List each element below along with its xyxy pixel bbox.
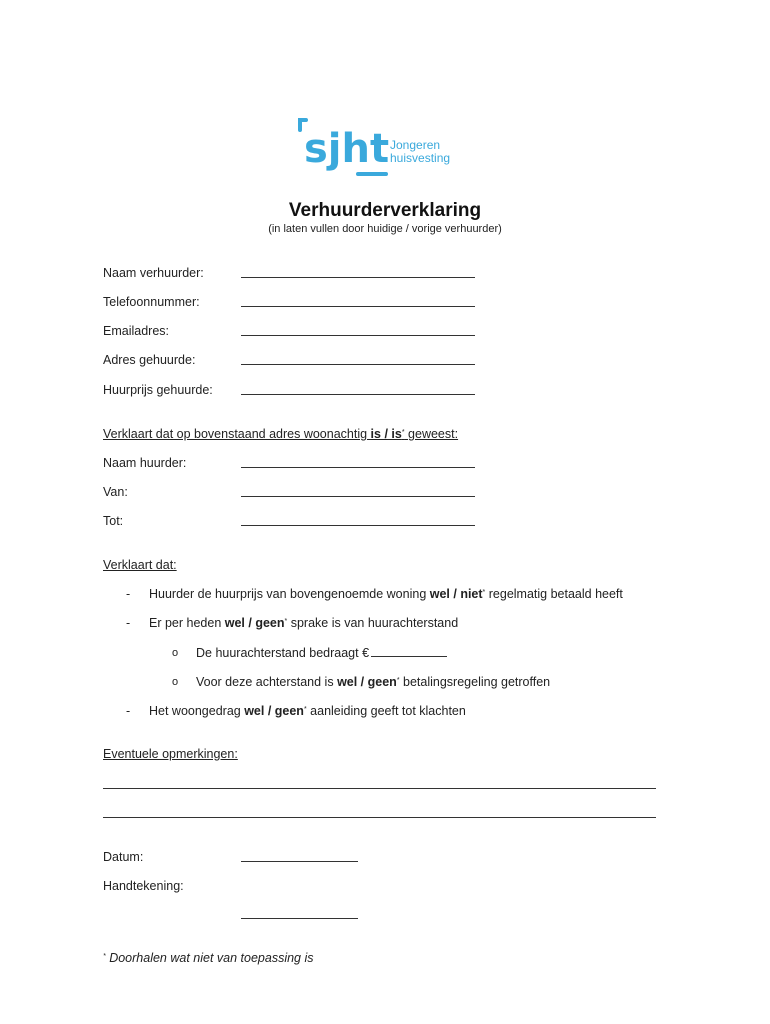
field-line-email[interactable] — [241, 335, 475, 336]
field-line-from[interactable] — [241, 496, 475, 497]
field-line-signature[interactable] — [241, 918, 358, 919]
field-label-signature: Handtekening: — [103, 879, 184, 893]
dash-bullet: - — [126, 616, 131, 630]
remarks-line-1[interactable] — [103, 788, 656, 789]
circle-bullet: o — [172, 676, 179, 688]
arrears-amount-line[interactable] — [371, 646, 447, 657]
dash-bullet: - — [126, 587, 131, 601]
dash-bullet: - — [126, 704, 131, 718]
field-line-to[interactable] — [241, 525, 475, 526]
field-line-landlord-name[interactable] — [241, 277, 475, 278]
sjht-logo — [298, 116, 458, 180]
field-label-rental-address: Adres gehuurde: — [103, 353, 196, 367]
statement-arrears: Er per heden wel / geen* sprake is van huurachterstand — [149, 616, 459, 630]
field-label-from: Van: — [103, 485, 128, 499]
field-label-tenant-name: Naam huurder: — [103, 456, 187, 470]
remarks-line-2[interactable] — [103, 817, 656, 818]
field-label-date: Datum: — [103, 850, 144, 864]
field-line-rent-price[interactable] — [241, 394, 475, 395]
logo-wordmark: sjht — [304, 126, 390, 172]
statement-payment-plan: Voor deze achterstand is wel / geen* betalingsregeling getroffen — [196, 675, 551, 689]
statement-arrears-amount: De huurachterstand bedraagt € — [196, 646, 447, 660]
statement-behaviour: Het woongedrag wel / geen* aanleiding geeft tot klachten — [149, 704, 466, 718]
document-title: Verhuurderverklaring — [288, 200, 482, 221]
circle-bullet: o — [172, 647, 179, 659]
field-line-rental-address[interactable] — [241, 364, 475, 365]
section-heading-declares: Verklaart dat: — [103, 558, 177, 572]
field-label-email: Emailadres: — [103, 324, 169, 338]
section-heading-remarks: Eventuele opmerkingen: — [103, 747, 238, 761]
statement-rent-paid: Huurder de huurprijs van bovengenoemde woning wel / niet* regelmatig betaald heeft — [149, 587, 623, 601]
section-heading-residence: Verklaart dat op bovenstaand adres woonachtig is / is* geweest: — [103, 427, 459, 441]
logo-tagline-2: huisvesting — [390, 151, 451, 165]
field-label-to: Tot: — [103, 514, 124, 528]
field-label-phone: Telefoonnummer: — [103, 295, 200, 309]
logo-tagline-1: Jongeren — [390, 138, 441, 152]
field-label-rent-price: Huurprijs gehuurde: — [103, 383, 213, 397]
field-line-tenant-name[interactable] — [241, 467, 475, 468]
field-line-phone[interactable] — [241, 306, 475, 307]
footnote: * Doorhalen wat niet van toepassing is — [103, 951, 314, 965]
field-label-landlord-name: Naam verhuurder: — [103, 266, 204, 280]
field-line-date[interactable] — [241, 861, 358, 862]
document-subtitle: (in laten vullen door huidige / vorige verhuurder) — [268, 223, 502, 235]
